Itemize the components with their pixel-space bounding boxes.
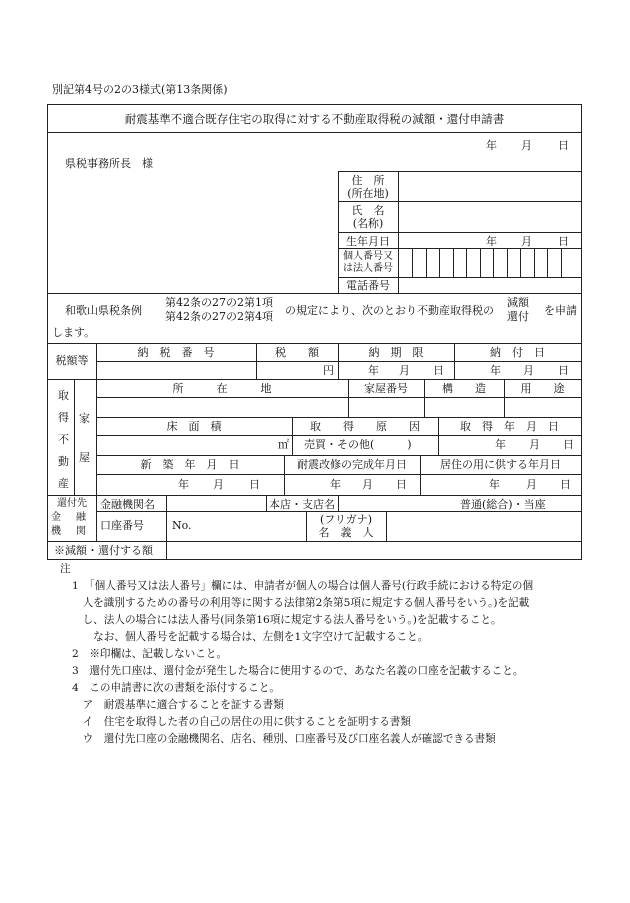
statement-suffix: を申請 <box>544 304 577 317</box>
statement-article-1: 第42条の27の2第1項 <box>165 296 273 309</box>
residence-date-header: 居住の用に供する年月日 <box>440 458 561 471</box>
location-header: 所 在 地 <box>172 382 272 395</box>
tax-paid-header: 納 付 日 <box>490 346 545 359</box>
id-number-label-1: 個人番号又 <box>343 251 393 262</box>
tax-due-day: 日 <box>433 364 444 377</box>
note-line: ウ 還付先口座の金融機関名、店名、種別、口座番号及び口座名義人が確認できる書類 <box>72 733 496 745</box>
branch-label: 本店・支店名 <box>269 498 335 511</box>
tax-due-header: 納 期 限 <box>368 346 424 359</box>
acquisition-reason-header: 取 得 原 因 <box>310 420 420 433</box>
retrofit-day: 日 <box>396 478 407 491</box>
acq-day: 日 <box>563 438 574 451</box>
statement-continuation: します。 <box>52 326 96 339</box>
acq-month: 月 <box>529 438 540 451</box>
note-line: 人を識別するための番号の利用等に関する法律第2条第5項に規定する個人番号をいう。)を記載 <box>72 597 530 609</box>
tax-paid-month: 月 <box>523 364 534 377</box>
name-label: 氏 名 <box>351 204 385 217</box>
name-sub-label: (名称) <box>352 217 384 230</box>
acquisition-date-header: 取 得 年 月 日 <box>460 420 559 433</box>
structure-header: 構 造 <box>442 382 486 395</box>
property-label-1: 取 <box>58 389 69 402</box>
use-header: 用 途 <box>520 382 565 395</box>
holder-kana-label: (フリガナ) <box>319 513 373 526</box>
address-sub-label: (所在地) <box>347 187 389 200</box>
notes-heading: 注 <box>60 563 71 575</box>
residence-year: 年 <box>489 478 500 491</box>
property-label-2: 得 <box>58 411 69 424</box>
tax-due-month: 月 <box>399 364 410 377</box>
built-month: 月 <box>213 478 224 491</box>
statement-choice-reduce: 減額 <box>507 296 529 309</box>
tax-paid-year: 年 <box>490 364 501 377</box>
statement-middle: の規定により、次のとおり不動産取得税の <box>285 304 494 317</box>
finance-label-1: 金 <box>51 512 61 523</box>
form-label: 別記第4号の2の3様式(第13条関係) <box>52 83 228 96</box>
built-date-header: 新 築 年 月 日 <box>140 458 240 471</box>
tax-yen-unit: 円 <box>323 364 334 377</box>
property-label-5: 産 <box>58 477 69 490</box>
tax-number-header: 納 税 番 号 <box>137 346 215 359</box>
birth-day: 日 <box>558 235 569 248</box>
acquisition-reason-options: 売買・その他( ) <box>304 438 412 451</box>
tax-due-year: 年 <box>368 364 379 377</box>
finance-label-2: 融 <box>76 512 86 523</box>
form-title: 耐震基準不適合既存住宅の取得に対する不動産取得税の減額・還付申請書 <box>124 112 505 126</box>
account-number-label: 口座番号 <box>100 519 144 532</box>
notes-section <box>60 561 600 748</box>
retrofit-date-header: 耐震改修の完成年月日 <box>297 458 407 471</box>
house-number-header: 家屋番号 <box>364 382 408 395</box>
date-month: 月 <box>521 139 532 152</box>
holder-label: 名 義 人 <box>318 526 374 539</box>
residence-day: 日 <box>560 478 571 491</box>
birthdate-label: 生年月日 <box>346 235 390 248</box>
tax-amount-header: 税 額 <box>275 346 319 359</box>
note-line: 4 この申請書に次の書類を添付すること。 <box>72 682 281 694</box>
statement-choice-refund: 還付 <box>507 310 529 323</box>
institution-label-1: 機 <box>51 526 61 537</box>
note-line: 1 「個人番号又は法人番号」欄には、申請者が個人の場合は個人番号(行政手続における特定の個 <box>72 580 534 592</box>
floor-area-header: 床 面 積 <box>166 420 222 433</box>
tax-row-label: 税額等 <box>55 354 89 367</box>
addressee: 県税事務所長 様 <box>65 157 153 170</box>
birth-year: 年 <box>486 235 497 248</box>
reduction-amount-label: ※減額・還付する額 <box>54 544 153 557</box>
acq-year: 年 <box>495 438 506 451</box>
statement-article-2: 第42条の27の2第4項 <box>165 310 273 323</box>
id-number-label-2: は法人番号 <box>343 263 393 274</box>
note-line: なお、個人番号を記載する場合は、左側を1文字空けて記載すること。 <box>72 631 429 643</box>
built-day: 日 <box>249 478 260 491</box>
application-form <box>47 104 582 560</box>
floor-area-unit: ㎡ <box>278 438 289 451</box>
address-label: 住 所 <box>351 174 385 187</box>
property-label-4: 動 <box>58 455 69 468</box>
note-line: イ 住宅を取得した者の自己の居住の用に供することを証明する書類 <box>72 716 411 728</box>
note-line: 3 還付先口座は、還付金が発生した場合に使用するので、あなた名義の口座を記載すること。 <box>72 665 524 677</box>
tax-paid-day: 日 <box>558 364 569 377</box>
retrofit-year: 年 <box>330 478 341 491</box>
birth-month: 月 <box>521 235 532 248</box>
note-line: し、法人の場合には法人番号(同条第16項に規定する法人番号をいう。)を記載すること。 <box>72 614 502 626</box>
bank-name-label: 金融機関名 <box>100 498 155 511</box>
account-number-prefix: No. <box>172 519 192 532</box>
residence-month: 月 <box>526 478 537 491</box>
retrofit-month: 月 <box>362 478 373 491</box>
property-label-3: 不 <box>58 433 69 446</box>
refund-account-label: 還付先 <box>57 498 87 509</box>
account-type-options: 普通(総合)・当座 <box>460 498 546 511</box>
statement-prefix: 和歌山県税条例 <box>65 304 142 317</box>
note-line: ア 耐震基準に適合することを証する書類 <box>72 699 284 711</box>
phone-label: 電話番号 <box>346 279 390 292</box>
house-label-1: 家 <box>79 412 90 425</box>
note-line: 2 ※印欄は、記載しないこと。 <box>72 648 228 660</box>
institution-label-2: 関 <box>76 526 86 537</box>
date-day: 日 <box>558 139 569 152</box>
built-year: 年 <box>178 478 189 491</box>
date-year: 年 <box>486 139 497 152</box>
house-label-2: 屋 <box>79 451 90 464</box>
